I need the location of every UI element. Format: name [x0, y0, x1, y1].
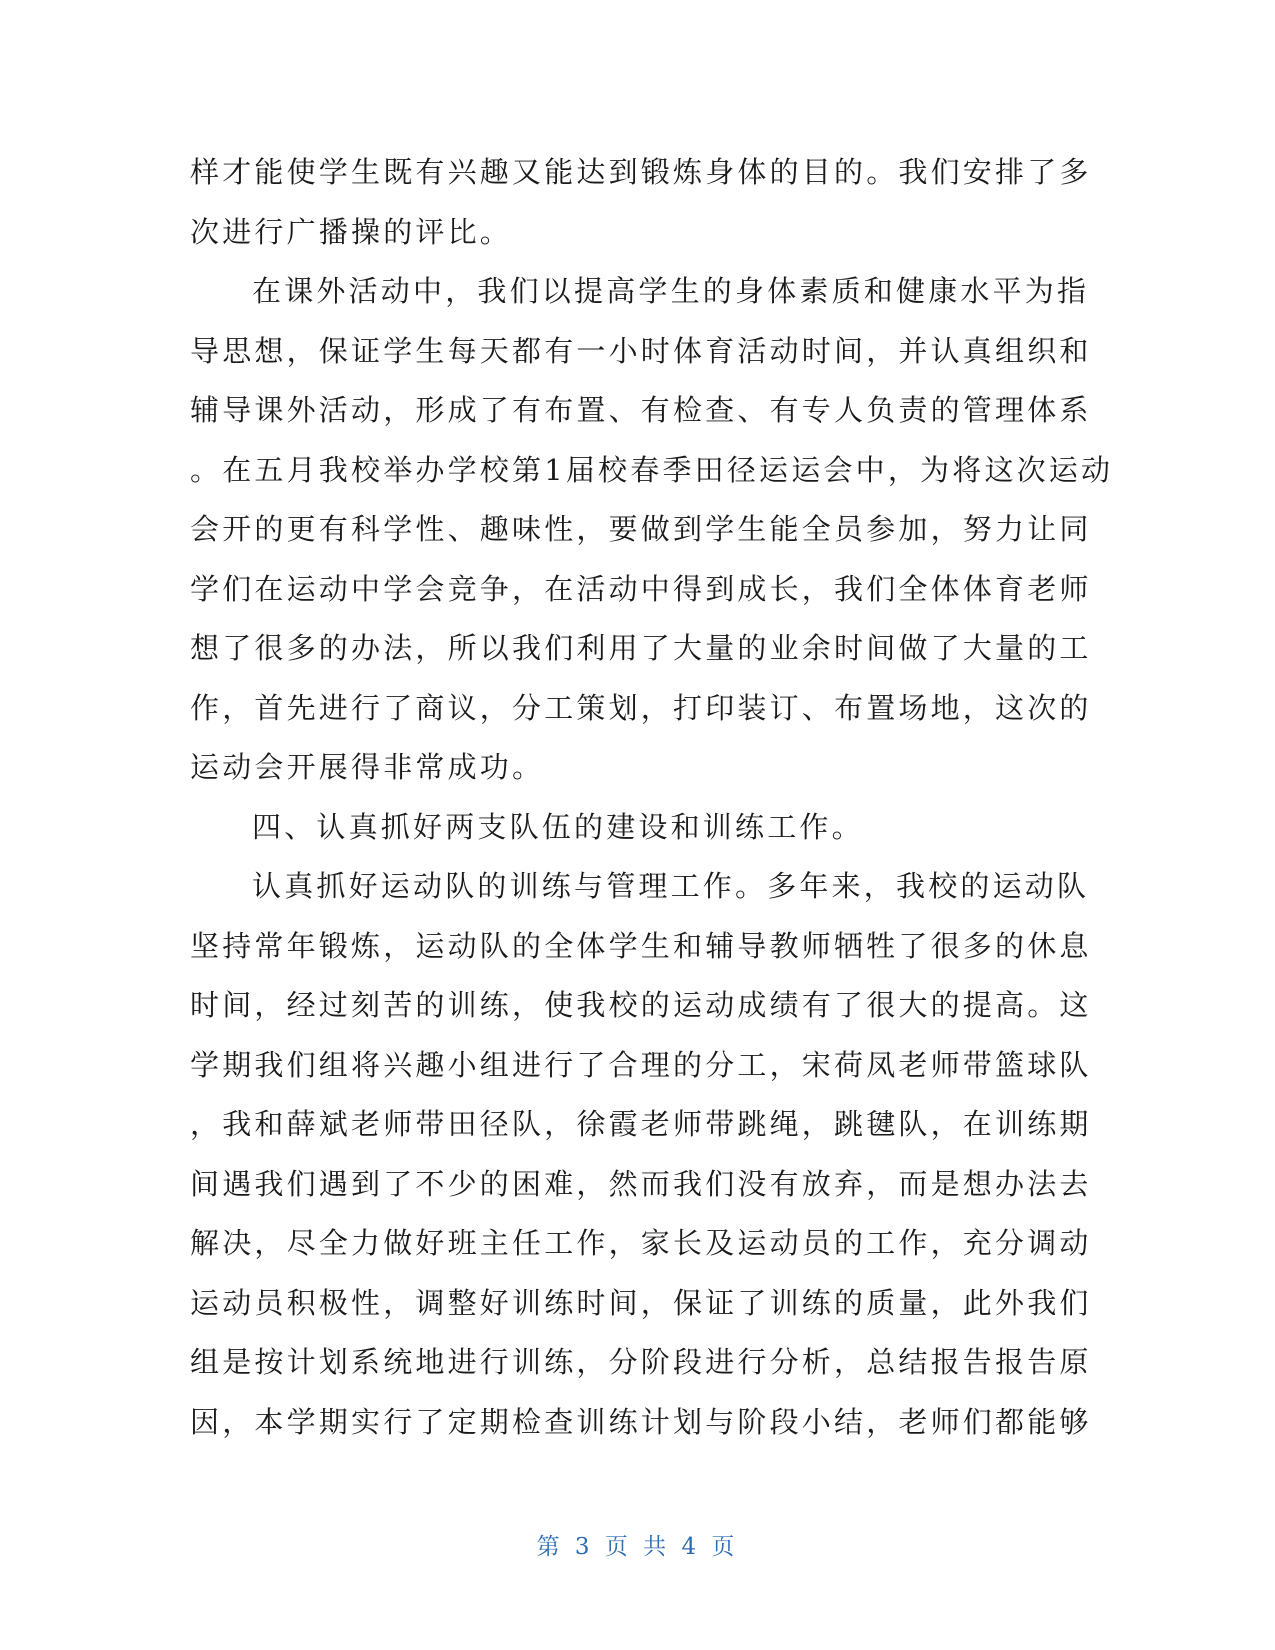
- text-line: 组是按计划系统地进行训练，分阶段进行分析，总结报告报告原: [190, 1345, 1092, 1379]
- section-heading: 四、认真抓好两支队伍的建设和训练工作。: [252, 809, 864, 844]
- text-line: 解决，尽全力做好班主任工作，家长及运动员的工作，充分调动: [190, 1226, 1092, 1260]
- text-line: 次进行广播操的评比。: [190, 214, 513, 249]
- page-number-footer: 第 3 页 共 4 页: [536, 1534, 739, 1560]
- text-line: 辅导课外活动，形成了有布置、有检查、有专人负责的管理体系: [190, 393, 1092, 427]
- text-line: ，我和薛斌老师带田径队，徐霞老师带跳绳，跳毽队，在训练期: [190, 1107, 1092, 1141]
- text-line: 样才能使学生既有兴趣又能达到锻炼身体的目的。我们安排了多: [190, 155, 1092, 189]
- paragraph-first-line: 认真抓好运动队的训练与管理工作。多年来，我校的运动队: [252, 869, 1090, 903]
- text-line: 会开的更有科学性、趣味性，要做到学生能全员参加，努力让同: [190, 512, 1092, 546]
- paragraph-first-line: 在课外活动中，我们以提高学生的身体素质和健康水平为指: [252, 274, 1090, 308]
- text-line: 时间，经过刻苦的训练，使我校的运动成绩有了很大的提高。这: [190, 988, 1092, 1022]
- text-line: 坚持常年锻炼，运动队的全体学生和辅导教师牺牲了很多的休息: [190, 928, 1092, 963]
- body-text: [190, 143, 1114, 1452]
- text-line: 学们在运动中学会竞争，在活动中得到成长，我们全体体育老师: [190, 571, 1092, 606]
- text-line: 。在五月我校举办学校第1届校春季田径运运会中，为将这次运动: [190, 452, 1114, 487]
- text-line: 运动会开展得非常成功。: [190, 750, 545, 784]
- text-line: 运动员积极性，调整好训练时间，保证了训练的质量，此外我们: [190, 1285, 1092, 1320]
- text-line: 导思想，保证学生每天都有一小时体育活动时间，并认真组织和: [190, 333, 1092, 368]
- text-line: 作，首先进行了商议，分工策划，打印装订、布置场地，这次的: [190, 690, 1092, 725]
- text-line: 间遇我们遇到了不少的困难，然而我们没有放弃，而是想办法去: [190, 1166, 1092, 1201]
- text-line: 学期我们组将兴趣小组进行了合理的分工，宋荷凤老师带篮球队: [190, 1047, 1092, 1082]
- text-line: 因，本学期实行了定期检查训练计划与阶段小结，老师们都能够: [190, 1404, 1092, 1439]
- text-line: 想了很多的办法，所以我们利用了大量的业余时间做了大量的工: [190, 631, 1092, 665]
